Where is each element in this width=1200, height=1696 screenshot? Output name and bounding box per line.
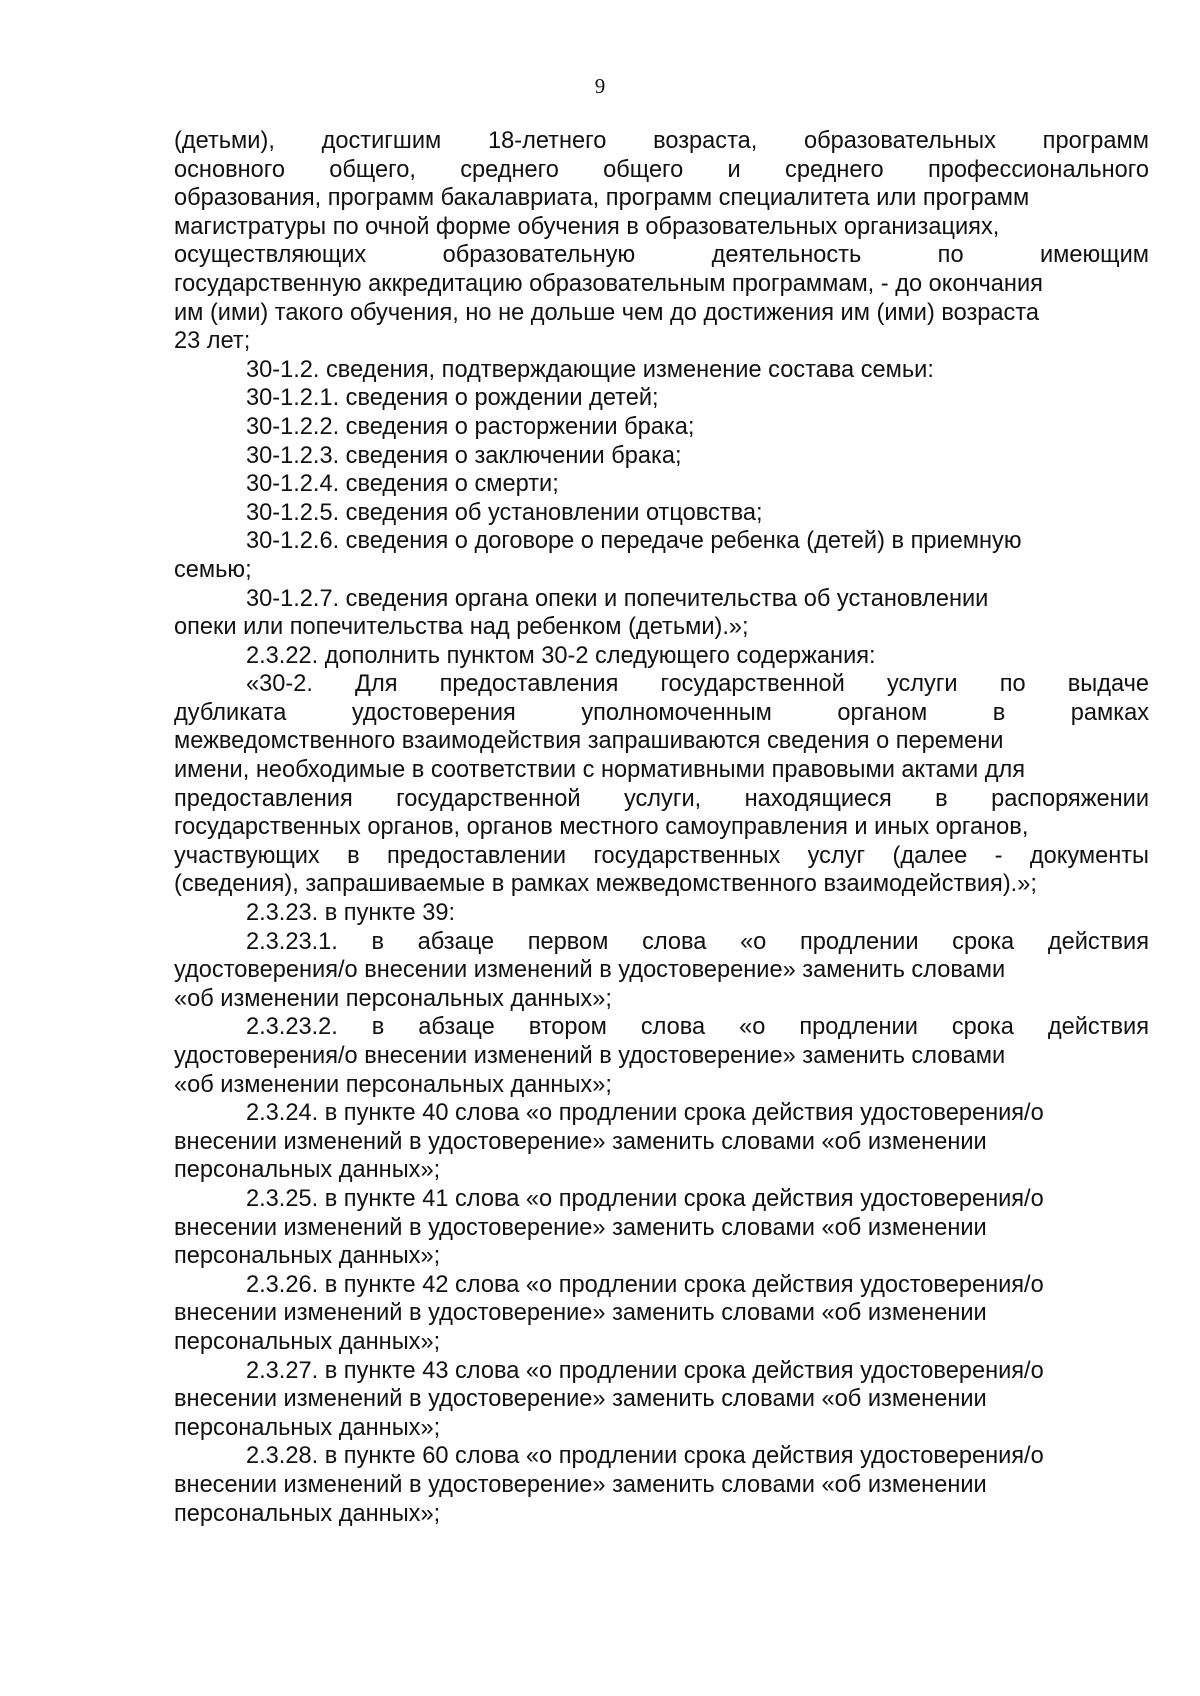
document-body <box>174 127 1149 1528</box>
text-line: государственных органов, органов местного самоуправления и иных органов, <box>174 814 1029 841</box>
text-line: 30-1.2.2. сведения о расторжении брака; <box>246 413 695 440</box>
text-line: (сведения), запрашиваемые в рамках межведомственного взаимодействия).»; <box>174 871 1037 898</box>
text-line: внесении изменений в удостоверение» заменить словами «об изменении <box>174 1471 987 1498</box>
text-line: персональных данных»; <box>174 1157 441 1184</box>
text-line: 30-1.2.7. сведения органа опеки и попечительства об установлении <box>246 585 989 612</box>
text-line: имени, необходимые в соответствии с нормативными правовыми актами для <box>174 757 1026 784</box>
text-line: дубликата удостоверения уполномоченным органом в рамках <box>174 699 1149 726</box>
text-line: 2.3.27. в пункте 43 слова «о продлении срока действия удостоверения/о <box>246 1357 1044 1384</box>
text-line: предоставления государственной услуги, находящиеся в распоряжении <box>174 785 1149 812</box>
text-line: (детьми), достигшим 18-летнего возраста, образовательных программ <box>174 128 1149 154</box>
text-line: 2.3.23. в пункте 39: <box>246 900 456 927</box>
text-line: 2.3.26. в пункте 42 слова «о продлении срока действия удостоверения/о <box>246 1271 1044 1298</box>
text-line: 23 лет; <box>174 328 251 355</box>
text-line: «об изменении персональных данных»; <box>174 1071 612 1098</box>
text-line: государственную аккредитацию образовательным программам, - до окончания <box>174 270 1043 297</box>
text-line: опеки или попечительства над ребенком (детьми).»; <box>174 614 749 641</box>
text-line: участвующих в предоставлении государственных услуг (далее - документы <box>174 842 1149 869</box>
text-line: 2.3.23.1. в абзаце первом слова «о продлении срока действия <box>246 928 1149 955</box>
text-line: 30-1.2.5. сведения об установлении отцовства; <box>246 499 763 526</box>
text-line: 2.3.23.2. в абзаце втором слова «о продлении срока действия <box>246 1014 1149 1041</box>
text-line: удостоверения/о внесении изменений в удостоверение» заменить словами <box>174 957 1006 984</box>
text-line: основного общего, среднего общего и среднего профессионального <box>174 156 1149 183</box>
text-line: внесении изменений в удостоверение» заменить словами «об изменении <box>174 1386 987 1413</box>
text-line: 30-1.2.3. сведения о заключении брака; <box>246 442 682 469</box>
text-line: им (ими) такого обучения, но не дольше чем до достижения им (ими) возраста <box>174 299 1040 326</box>
text-line: 2.3.25. в пункте 41 слова «о продлении срока действия удостоверения/о <box>246 1185 1044 1212</box>
text-line: межведомственного взаимодействия запрашиваются сведения о перемени <box>174 728 1004 755</box>
text-line: магистратуры по очной форме обучения в образовательных организациях, <box>174 213 1000 240</box>
text-line: 30-1.2.1. сведения о рождении детей; <box>246 385 659 412</box>
text-line: 2.3.22. дополнить пунктом 30-2 следующего содержания: <box>246 642 876 669</box>
text-line: 2.3.24. в пункте 40 слова «о продлении срока действия удостоверения/о <box>246 1100 1044 1127</box>
text-line: 30-1.2.6. сведения о договоре о передаче ребенка (детей) в приемную <box>246 528 1022 555</box>
text-line: персональных данных»; <box>174 1328 441 1355</box>
text-line: внесении изменений в удостоверение» заменить словами «об изменении <box>174 1214 987 1241</box>
text-line: персональных данных»; <box>174 1414 441 1441</box>
text-line: 30-1.2. сведения, подтверждающие изменение состава семьи: <box>246 356 934 383</box>
text-line: внесении изменений в удостоверение» заменить словами «об изменении <box>174 1300 987 1327</box>
text-line: удостоверения/о внесении изменений в удостоверение» заменить словами <box>174 1043 1006 1069</box>
text-line: осуществляющих образовательную деятельность по имеющим <box>174 242 1149 269</box>
text-line: персональных данных»; <box>174 1243 441 1270</box>
text-line: 30-1.2.4. сведения о смерти; <box>246 471 559 498</box>
text-line: семью; <box>174 556 252 583</box>
text-line: персональных данных»; <box>174 1500 441 1527</box>
text-line: «об изменении персональных данных»; <box>174 985 612 1012</box>
text-line: 2.3.28. в пункте 60 слова «о продлении срока действия удостоверения/о <box>246 1443 1044 1470</box>
text-line: внесении изменений в удостоверение» заменить словами «об изменении <box>174 1128 987 1155</box>
text-line: «30-2. Для предоставления государственной услуги по выдаче <box>246 671 1149 698</box>
page-number: 9 <box>594 74 606 98</box>
text-line: образования, программ бакалавриата, программ специалитета или программ <box>174 185 1030 212</box>
